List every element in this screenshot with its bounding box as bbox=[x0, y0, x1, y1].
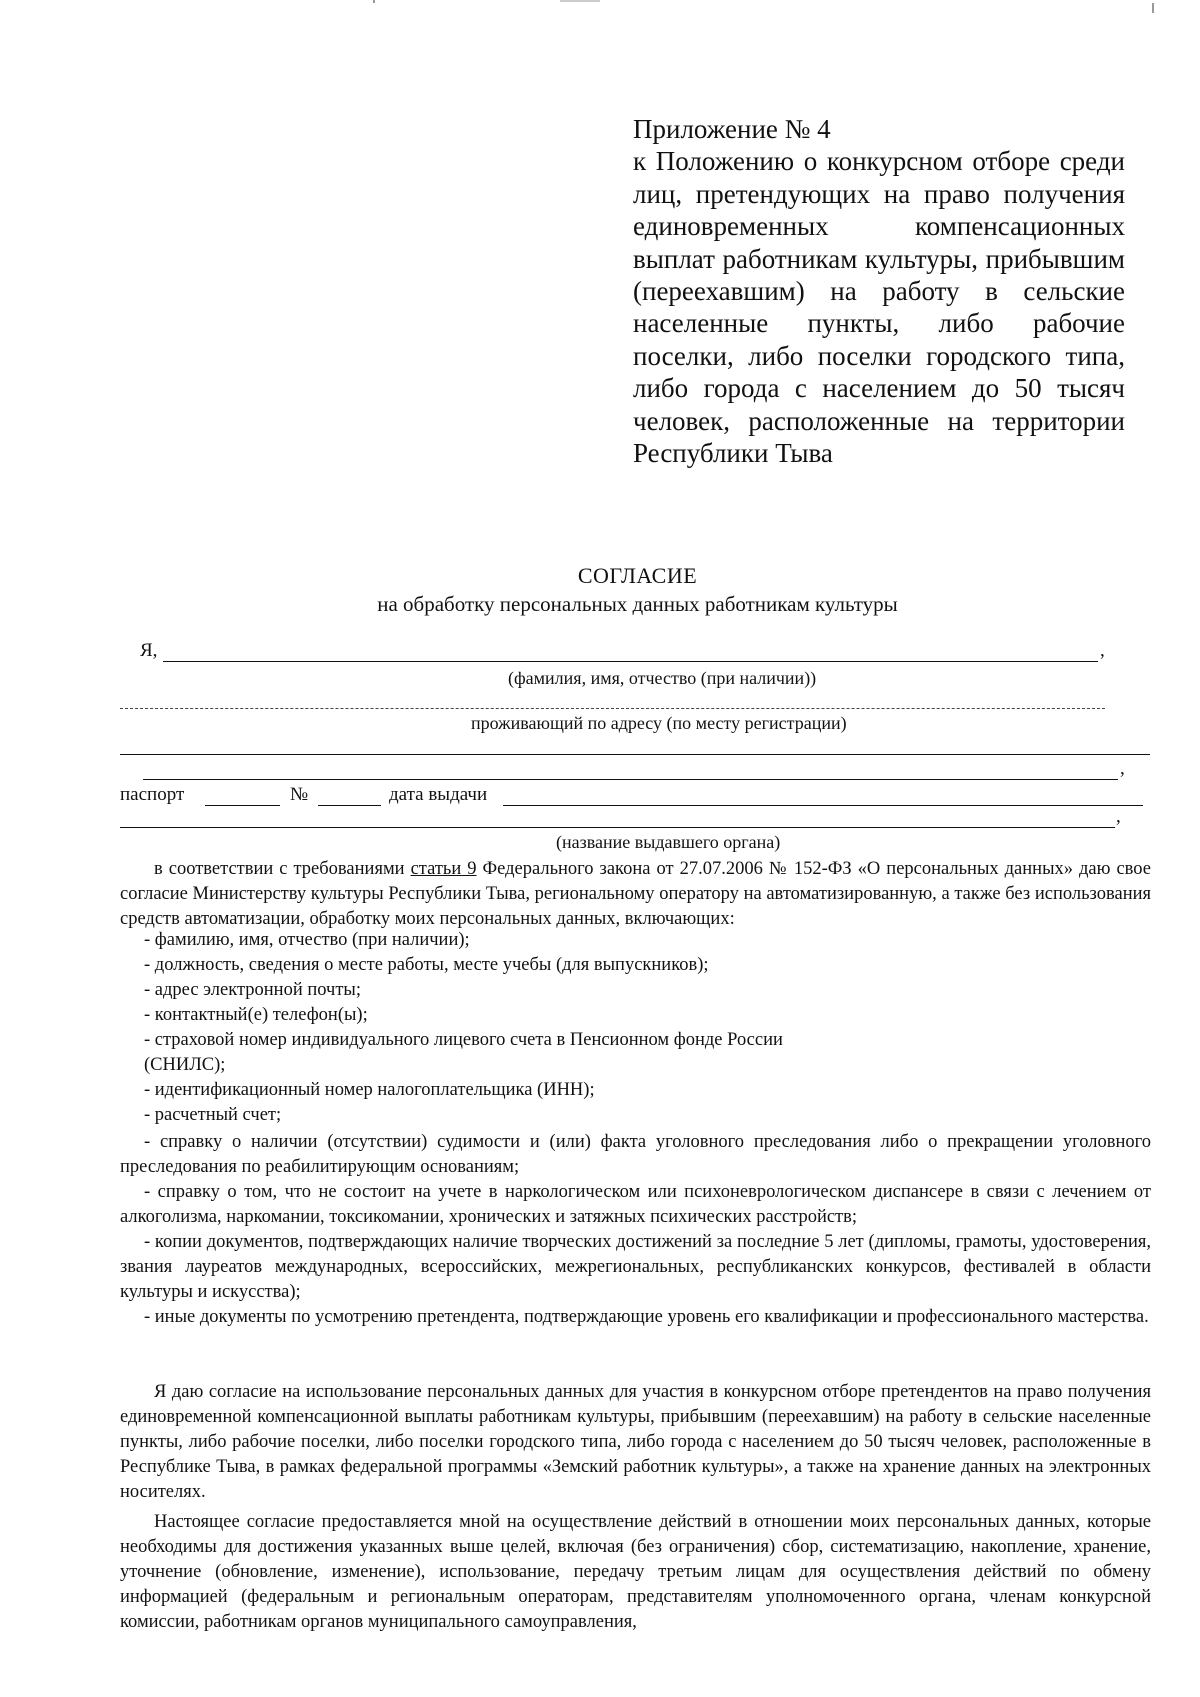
list-item-other-documents: - иные документы по усмотрению претендента, подтверждающие уровень его квалификации и профессионального мастерства. bbox=[144, 1307, 1149, 1327]
list-item: (СНИЛС); bbox=[144, 1055, 226, 1075]
appendix-text: к Положению о конкурсном отборе среди лиц, претендующих на право получения единовременных компенсационных выплат работникам культуры, прибывшим (переехавшим) на работу в сельские населенные пункты, либо рабочие поселки, либо поселки городского типа, либо города с населением до 50 тысяч человек, расположенные на территории Республики Тыва bbox=[633, 146, 1125, 469]
scan-speck bbox=[1152, 3, 1154, 13]
address-field-2[interactable] bbox=[143, 779, 1118, 780]
appendix-block bbox=[633, 113, 1125, 469]
list-item: - адрес электронной почты; bbox=[144, 980, 361, 1000]
issue-date-label: дата выдачи bbox=[389, 784, 488, 805]
comma: , bbox=[1100, 640, 1105, 661]
intro-paragraph bbox=[120, 857, 1151, 932]
list-item: - страховой номер индивидуального лицевого счета в Пенсионном фонде России bbox=[144, 1030, 783, 1050]
list-item: - фамилию, имя, отчество (при наличии); bbox=[144, 930, 470, 950]
consent-title: СОГЛАСИЕ bbox=[577, 563, 698, 588]
intro-text-cont: Федерального закона от 27.07.2006 № 152-ФЗ «О персональных данных» даю свое согласие Министерству культуры Республики Тыва, региональному оператору на автоматизированную, а также без использования средств автоматизации, обработку моих персональных данных, включающих: bbox=[120, 859, 1151, 929]
passport-label: паспорт bbox=[120, 784, 185, 805]
issue-date-field[interactable] bbox=[503, 805, 1143, 806]
list-item-narcology: - справку о том, что не состоит на учете в наркологическом или психоневрологическом диспансере в связи с лечением от алкоголизма, наркомании, токсикомании, хронических и затяжных психических расстройств; bbox=[120, 1182, 1151, 1227]
address-caption: проживающий по адресу (по месту регистрации) bbox=[471, 713, 847, 733]
passport-series-field[interactable] bbox=[205, 805, 280, 806]
i-label: Я, bbox=[140, 640, 158, 661]
appendix-title: Приложение № 4 bbox=[633, 114, 831, 144]
list-item: - контактный(е) телефон(ы); bbox=[144, 1005, 368, 1025]
list-item-criminal-record: - справку о наличии (отсутствии) судимости и (или) факта уголовного преследования либо о прекращении уголовного преследования по реабилитирующим основаниям; bbox=[120, 1132, 1151, 1177]
comma: , bbox=[1116, 806, 1121, 827]
issuer-field[interactable] bbox=[120, 827, 1115, 828]
consent-subtitle: на обработку персональных данных работникам культуры bbox=[377, 592, 898, 616]
full-name-field[interactable] bbox=[163, 661, 1098, 662]
name-continuation-field[interactable] bbox=[120, 708, 1105, 709]
scan-speck bbox=[560, 0, 600, 2]
list-item: - должность, сведения о месте работы, месте учебы (для выпускников); bbox=[144, 955, 709, 975]
intro-text: в соответствии с требованиями bbox=[154, 859, 411, 879]
list-item: - расчетный счет; bbox=[144, 1105, 282, 1125]
statute-link[interactable]: статьи 9 bbox=[410, 859, 477, 879]
full-name-caption: (фамилия, имя, отчество (при наличии)) bbox=[508, 668, 817, 688]
scan-speck bbox=[373, 0, 375, 3]
address-field-1[interactable] bbox=[120, 754, 1150, 755]
consent-use-paragraph: Я даю согласие на использование персональных данных для участия в конкурсном отборе претендентов на право получения единовременной компенсационной выплаты работникам культуры, прибывшим (переехавшим) на работу в сельские населенные пункты, либо рабочие поселки, либо поселки городского типа, либо города с населением до 50 тысяч человек, расположенные в Республике Тыва, в рамках федеральной программы «Земский работник культуры», а также на хранение данных на электронных носителях. bbox=[120, 1382, 1151, 1502]
passport-number-label: № bbox=[290, 784, 309, 805]
passport-number-field[interactable] bbox=[318, 805, 381, 806]
consent-actions-paragraph: Настоящее согласие предоставляется мной на осуществление действий в отношении моих персональных данных, которые необходимы для достижения указанных выше целей, включая (без ограничения) сбор, систематизацию, накопление, хранение, уточнение (обновление, изменение), использование, передачу третьим лицам для осуществления действий по обмену информацией (федеральным и региональным операторам, представителям уполномоченного органа, членам конкурсной комиссии, работникам органов муниципального самоуправления, bbox=[120, 1512, 1151, 1632]
list-item: - идентификационный номер налогоплательщика (ИНН); bbox=[144, 1080, 595, 1100]
comma: , bbox=[1120, 758, 1125, 779]
issuer-caption: (название выдавшего органа) bbox=[556, 832, 781, 852]
list-item-achievements: - копии документов, подтверждающих наличие творческих достижений за последние 5 лет (дипломы, грамоты, удостоверения, звания лауреатов международных, всероссийских, межрегиональных, республиканских конкурсов, фестивалей в области культуры и искусства); bbox=[120, 1232, 1151, 1302]
